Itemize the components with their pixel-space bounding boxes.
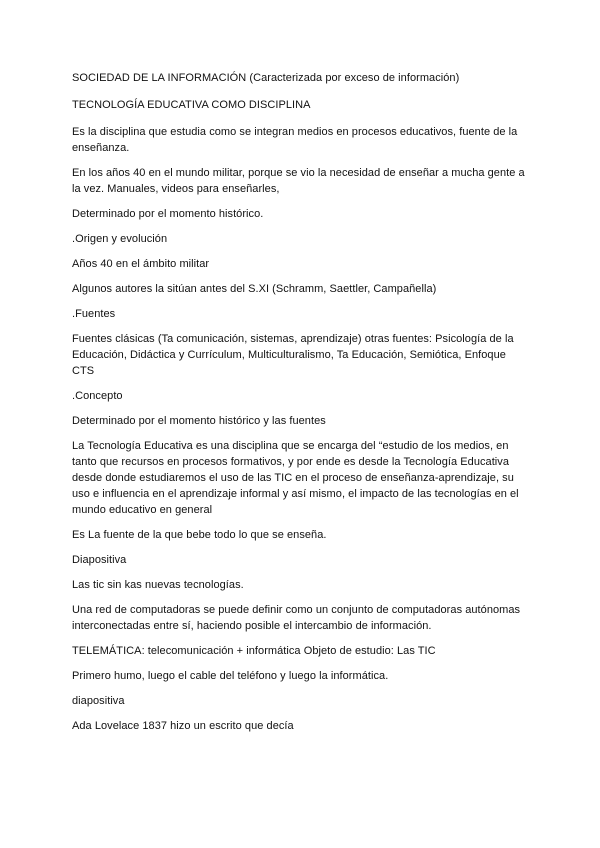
text-line: Determinado por el momento histórico y las fuentes (72, 415, 326, 427)
paragraph (72, 306, 524, 322)
text-line: Una red de computadoras se puede definir como un conjunto de computadoras autónomas (72, 604, 521, 616)
text-line: interconectadas entre sí, haciendo posible el intercambio de información. (72, 620, 432, 632)
text-line: .Fuentes (72, 308, 116, 320)
text-line: La Tecnología Educativa es una disciplina que se encarga del “estudio de los medios, en (72, 440, 509, 452)
text-line: Es La fuente de la que bebe todo lo que se enseña. (72, 529, 327, 541)
text-line: Determinado por el momento histórico. (72, 208, 264, 220)
text-line: Educación, Didáctica y Currículum, Multiculturalismo, Ta Educación, Semiótica, Enfoque (72, 349, 506, 361)
paragraph (72, 552, 524, 568)
paragraph (72, 281, 524, 297)
text-line: enseñanza. (72, 142, 130, 154)
text-line: TELEMÁTICA: telecomunicación + informática Objeto de estudio: Las TIC (72, 645, 436, 657)
paragraph (72, 165, 524, 197)
text-line: Fuentes clásicas (Ta comunicación, sistemas, aprendizaje) otras fuentes: Psicología de la (72, 333, 514, 345)
text-line: tanto que recursos en procesos formativos, y por ende es desde la Tecnología Educativa (72, 456, 510, 468)
paragraph (72, 70, 524, 86)
paragraph (72, 602, 524, 634)
text-line: desde donde estudiaremos el uso de las TIC en el proceso de enseñanza-aprendizaje, su (72, 472, 514, 484)
paragraph (72, 668, 524, 684)
document-body (72, 70, 524, 743)
text-line: mundo educativo en general (72, 504, 213, 516)
paragraph (72, 331, 524, 379)
text-line: la vez. Manuales, videos para enseñarles, (72, 183, 280, 195)
text-line: .Concepto (72, 390, 123, 402)
text-line: uso e influencia en el aprendizaje informal y así mismo, el impacto de las tecnologías en el (72, 488, 519, 500)
text-line: En los años 40 en el mundo militar, porque se vio la necesidad de enseñar a mucha gente a (72, 167, 525, 179)
paragraph (72, 577, 524, 593)
text-line: Primero humo, luego el cable del teléfono y luego la informática. (72, 670, 389, 682)
text-line: Diapositiva (72, 554, 127, 566)
paragraph (72, 527, 524, 543)
paragraph (72, 718, 524, 734)
paragraph (72, 124, 524, 156)
paragraph (72, 231, 524, 247)
text-line: Es la disciplina que estudia como se integran medios en procesos educativos, fuente de la (72, 126, 518, 138)
paragraph (72, 97, 524, 113)
text-line: CTS (72, 365, 95, 377)
paragraph (72, 388, 524, 404)
text-line: .Origen y evolución (72, 233, 168, 245)
text-line: Años 40 en el ámbito militar (72, 258, 210, 270)
text-line: TECNOLOGÍA EDUCATIVA COMO DISCIPLINA (72, 99, 311, 111)
text-line: SOCIEDAD DE LA INFORMACIÓN (Caracterizada por exceso de información) (72, 72, 460, 84)
paragraph (72, 206, 524, 222)
paragraph (72, 413, 524, 429)
text-line: Algunos autores la sitúan antes del S.XI (Schramm, Saettler, Campañella) (72, 283, 437, 295)
paragraph (72, 693, 524, 709)
text-line: diapositiva (72, 695, 125, 707)
paragraph (72, 438, 524, 518)
text-line: Ada Lovelace 1837 hizo un escrito que decía (72, 720, 294, 732)
text-line: Las tic sin kas nuevas tecnologías. (72, 579, 244, 591)
paragraph (72, 643, 524, 659)
paragraph (72, 256, 524, 272)
